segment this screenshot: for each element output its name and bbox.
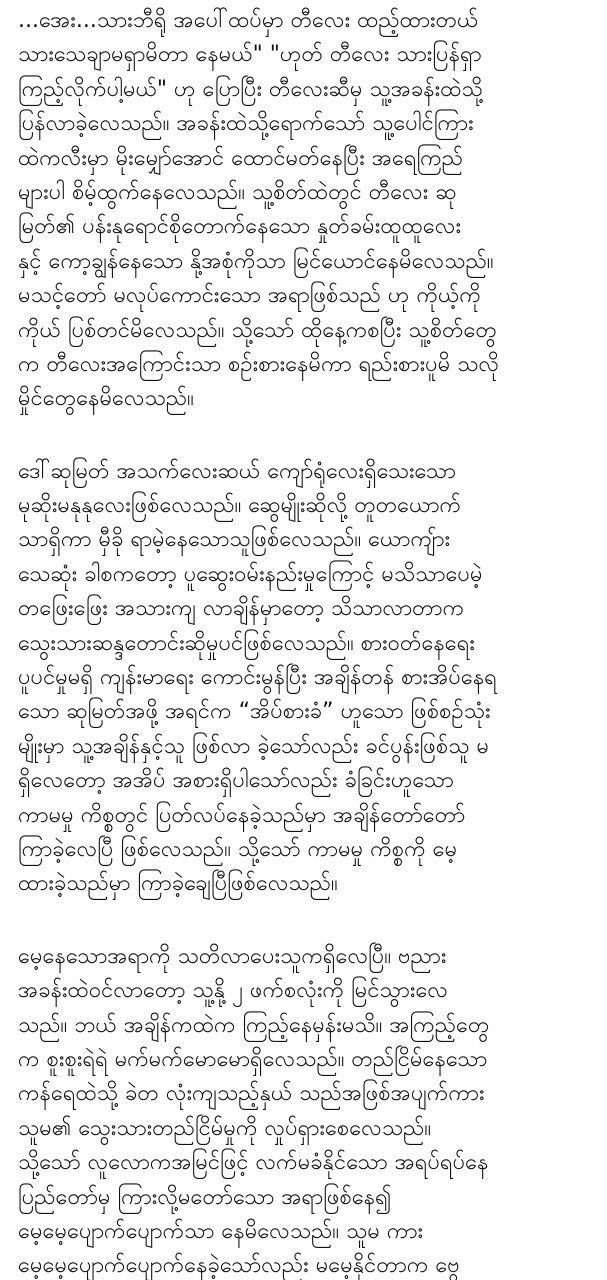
text-line: ကန်ရေထဲသို့ ခဲတ လုံးကျသည့်နှယ် သည်အဖြစ်အပျက်ကား bbox=[18, 1081, 485, 1107]
text-line: မသင့်တော် မလုပ်ကောင်းသော အရာဖြစ်သည် ဟု ကိုယ့်ကို bbox=[18, 283, 481, 309]
paragraph-2 bbox=[18, 455, 593, 902]
text-line: သွေးသားဆန္ဒတောင်းဆိုမှုပင်ဖြစ်လေသည်။ စားဝတ်နေရေး bbox=[18, 630, 475, 656]
text-line: မှိုင်တွေနေမိလေသည်။ bbox=[18, 386, 194, 412]
text-line: မေ့နေသောအရာကို သတိလာပေးသူကရှိလေပြီ။ ဗညား bbox=[18, 943, 447, 969]
text-line: ပြည်တော်မှ ကြားလို့မတော်သော အရာဖြစ်နေ၍ bbox=[18, 1184, 392, 1210]
text-line: မုဆိုးမနုနုလေးဖြစ်လေသည်။ ဆွေမျိုးဆိုလို့ တူတယောက် bbox=[18, 493, 462, 519]
text-line: များပါ စိမ့်ထွက်နေလေသည်။ သူ့စိတ်ထဲတွင် တီလေး ဆု bbox=[18, 179, 457, 205]
text-line: မေ့မေ့ပျောက်ပျောက်နေခဲ့သော်လည်း မမေ့နိုင်တာက ဗွေ bbox=[18, 1253, 460, 1279]
text-line: ကြာခဲ့လေပြီ ဖြစ်လေသည်။ သို့သော် ကာမမှု ကိစ္စကို မေ့ bbox=[18, 836, 458, 862]
text-line: သေဆုံး ခါစကတော့ ပူဆွေးဝမ်းနည်းမှုကြောင့် မသိသာပေမဲ့ bbox=[18, 561, 483, 587]
text-line: မျိုးမှာ သူ့အချိန်နှင့်သူ ဖြစ်လာ ခဲ့သော်လည်း ခင်ပွန်းဖြစ်သူ မ bbox=[18, 733, 490, 759]
text-line: သာရှိကာ မှီခို ရာမဲ့နေသောသူဖြစ်လေသည်။ ယောကျ်ား bbox=[18, 527, 451, 553]
paragraph-3 bbox=[18, 940, 593, 1280]
text-line: က တီလေးအကြောင်းသာ စဉ်းစားနေမိကာ ရည်းစားပူမိ သလို bbox=[18, 351, 500, 377]
text-line: ပြန်လာခဲ့လေသည်။ အခန်းထဲသို့ရောက်သော် သူ့ပေါင်ကြား bbox=[18, 111, 474, 137]
text-line: ကြည့်လိုက်ပါ့မယ်" ဟု ပြောပြီး တီလေးဆီမှ သူ့အခန်းထဲသို့ bbox=[18, 76, 483, 102]
text-line: တဖြေးဖြေး အသားကျ လာချိန်မှာတော့ သိသာလာတာက bbox=[18, 596, 465, 622]
text-line: ထဲကလီးမှာ မိုးမျှော်အောင် ထောင်မတ်နေပြီး အရေကြည် bbox=[18, 145, 464, 171]
text-line: သည်။ ဘယ် အချိန်ကထဲက ကြည့်နေမှန်းမသိ။ အကြည့်တွေ bbox=[18, 1012, 490, 1038]
text-line: နှင့် ကော့ချွန်နေသော နို့အစုံကိုသာ မြင်ယောင်နေမိလေသည်။ bbox=[18, 248, 494, 274]
text-line: ကိုယ် ပြစ်တင်မိလေသည်။ သို့သော် ထိုနေ့ကစပြီး သူ့စိတ်တွေ bbox=[18, 317, 497, 343]
text-line: က စူးစူးရဲရဲ မက်မက်မောမောရှိလေသည်။ တည်ငြိမ်နေသော bbox=[18, 1046, 488, 1072]
text-line: ထားခဲ့သည်မှာ ကြာခဲ့ချေပြီဖြစ်လေသည်။ bbox=[18, 871, 338, 897]
text-line: ရှိလေတော့ အအိပ် အစားရှိပါသော်လည်း ခံခြင်းဟူသော bbox=[18, 768, 454, 794]
text-line: အခန်းထဲဝင်လာတော့ သူ့နို့ ၂ ဖက်စလုံးကို မြင်သွားလေ bbox=[18, 978, 449, 1004]
text-line: သားသေချာမရှာမိတာ နေမယ်" "ဟုတ် တီလေး သားပြန်ရှာ bbox=[18, 42, 482, 68]
text-line: ပူပင်မှုမရှိ ကျန်းမာရေး ကောင်းမွန်ပြီး အချိန်တန် စားအိပ်နေရ bbox=[18, 665, 497, 691]
text-line: ဒေါ်ဆုမြတ် အသက်လေးဆယ် ကျော်ရုံလေးရှိသေးသော bbox=[18, 458, 456, 484]
text-line: ကာမမှု ကိစ္စတွင် ပြတ်လပ်နေခဲ့သည်မှာ အချိန်တော်တော် bbox=[18, 802, 466, 828]
text-line: သော ဆုမြတ်အဖို့ အရင်က “အိပ်စားခံ” ဟူသော ဖြစ်စဉ်သုံး bbox=[18, 699, 491, 725]
text-line: မေ့မေ့ပျောက်ပျောက်သာ နေမိလေသည်။ သူမ ကား bbox=[18, 1218, 424, 1244]
text-line: သူမ၏ သွေးသားတည်ငြိမ်မှုကို လှုပ်ရှားစေလေသည်။ bbox=[18, 1115, 432, 1141]
text-line: သို့သော် လူလောကအမြင်ဖြင့် လက်မခံနိုင်သော အရပ်ရပ်နေ bbox=[18, 1150, 489, 1176]
text-line: ...အေး...သားဘီရို အပေါ်ထပ်မှာ တီလေး ထည့်ထားတယ် bbox=[18, 8, 479, 33]
paragraph-1 bbox=[18, 4, 593, 417]
text-line: မြတ်၏ ပန်းနုရောင်စိုတောက်နေသော နှုတ်ခမ်းထူထူလေး bbox=[18, 214, 462, 240]
